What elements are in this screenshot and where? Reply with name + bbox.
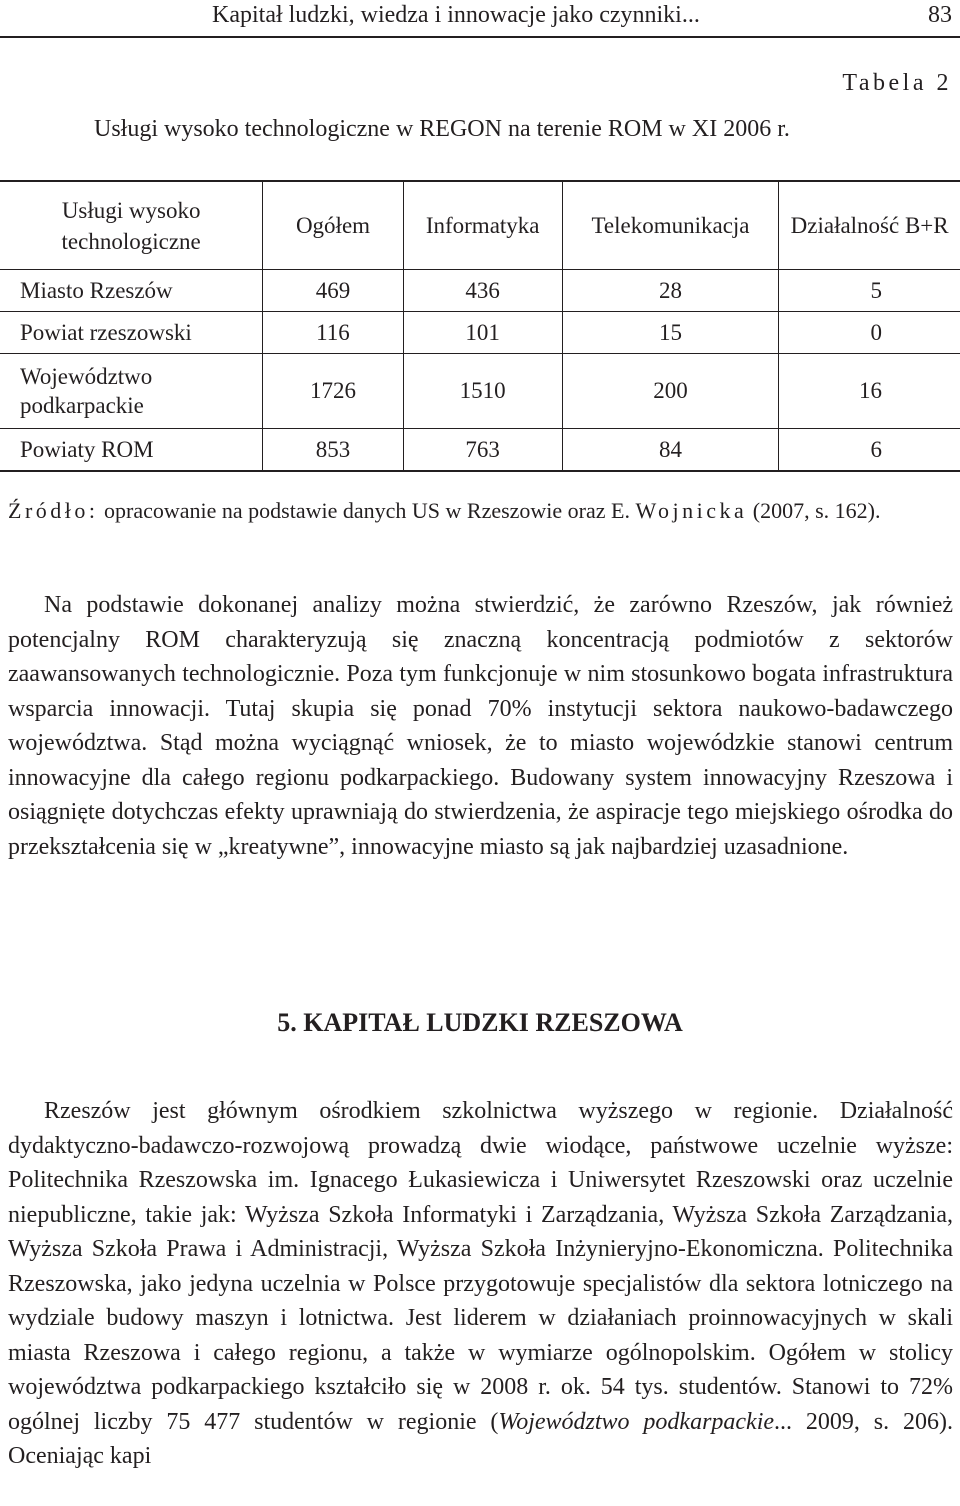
section-heading: 5. KAPITAŁ LUDZKI RZESZOWA xyxy=(277,1008,683,1037)
body-paragraph xyxy=(8,1094,953,1474)
row-label: Województwo podkarpackie xyxy=(0,354,263,429)
citation-title: Województwo podkarpackie xyxy=(498,1408,775,1435)
row-label: Miasto Rzeszów xyxy=(0,270,263,312)
running-title: Kapitał ludzki, wiedza i innowacje jako czynniki... xyxy=(212,2,700,28)
table-header-row xyxy=(0,181,960,270)
paragraph-text: ... 2009, s. 206). Oceniając kapi xyxy=(8,1408,954,1469)
running-header xyxy=(0,0,960,38)
row-label: Powiat rzeszowski xyxy=(0,312,263,354)
column-header: Usługi wysoko technologiczne xyxy=(0,181,263,270)
table-cell: 200 xyxy=(562,354,779,429)
body-paragraph: Na podstawie dokonanej analizy można stwierdzić, że zarówno Rzeszów, jak również potencjalny ROM charakteryzują się znaczną koncentracją podmiotów z sektorów zaawansowanych technologicznie. Poza tym funkcjonuje w nim stosunkowo bogata infrastruktura wsparcia innowacji. Tutaj skupia się ponad 70% instytucji sektora naukowo-badawczego województwa. Stąd można wyciągnąć wniosek, że to miasto wojewódzkie stanowi centrum innowacyjne dla całego regionu podkarpackiego. Budowany system innowacyjny Rzeszowa i osiągnięte dotychczas efekty uprawniają do stwierdzenia, że aspiracje tego miejskiego ośrodka do przekształcenia się w „kreatywne”, innowacyjne miasto są jak najbardziej uzasadnione. xyxy=(8,592,953,860)
column-header: Telekomunikacja xyxy=(562,181,779,270)
table-cell: 469 xyxy=(263,270,403,312)
source-label: Źródło: xyxy=(8,498,99,523)
table-cell: 1510 xyxy=(403,354,562,429)
table-cell: 28 xyxy=(562,270,779,312)
column-header: Informatyka xyxy=(403,181,562,270)
source-author: Wojnicka xyxy=(635,498,748,523)
table-row xyxy=(0,270,960,312)
data-table xyxy=(0,180,960,472)
table-cell: 101 xyxy=(403,312,562,354)
table-cell: 853 xyxy=(263,429,403,472)
table-cell: 16 xyxy=(779,354,960,429)
table-cell: 5 xyxy=(779,270,960,312)
table-row xyxy=(0,354,960,429)
table-row xyxy=(0,312,960,354)
paragraph-text: Rzeszów jest głównym ośrodkiem szkolnictwa wyższego w regionie. Działalność dydaktyczno-badawczo-rozwojową prowadzą dwie wiodące, państwowe uczelnie wyższe: Politechnika Rzeszowska im. Ignacego Łukasiewicza i Uniwersytet Rzeszowski oraz uczelnie niepubliczne, takie jak: Wyższa Szkoła Informatyki i Zarządzania, Wyższa Szkoła Zarządzania, Wyższa Szkoła Prawa i Administracji, Wyższa Szkoła Inżynieryjno-Ekonomiczna. Politechnika Rzeszowska, jako jedyna uczelnia w Polsce przygotowuje specjalistów dla sektora lotniczego na wydziale budowy maszyn i lotnictwa. Jest liderem w działaniach proinnowacyjnych w skali miasta Rzeszowa i całego regionu, a także w wymiarze ogólnopolskim. Ogółem w stolicy województwa podkarpackiego kształciło się w 2008 r. ok. 54 tys. studentów. Stanowi to 72% ogólnej liczby 75 477 studentów w regionie ( xyxy=(8,1098,953,1435)
column-header: Ogółem xyxy=(263,181,403,270)
table-cell: 0 xyxy=(779,312,960,354)
column-header: Działalność B+R xyxy=(779,181,960,270)
table-cell: 763 xyxy=(403,429,562,472)
page-number: 83 xyxy=(928,2,952,28)
table-cell: 116 xyxy=(263,312,403,354)
row-label: Powiaty ROM xyxy=(0,429,263,472)
source-citation: (2007, s. 162). xyxy=(747,498,881,523)
table-cell: 436 xyxy=(403,270,562,312)
table-cell: 6 xyxy=(779,429,960,472)
table-label: Tabela 2 xyxy=(842,70,952,96)
table-cell: 84 xyxy=(562,429,779,472)
source-text: opracowanie na podstawie danych US w Rzeszowie oraz E. xyxy=(98,498,636,523)
table-cell: 15 xyxy=(562,312,779,354)
table-title: Usługi wysoko technologiczne w REGON na terenie ROM w XI 2006 r. xyxy=(94,116,790,142)
table-source-note xyxy=(8,494,952,527)
table-cell: 1726 xyxy=(263,354,403,429)
table-row xyxy=(0,429,960,472)
